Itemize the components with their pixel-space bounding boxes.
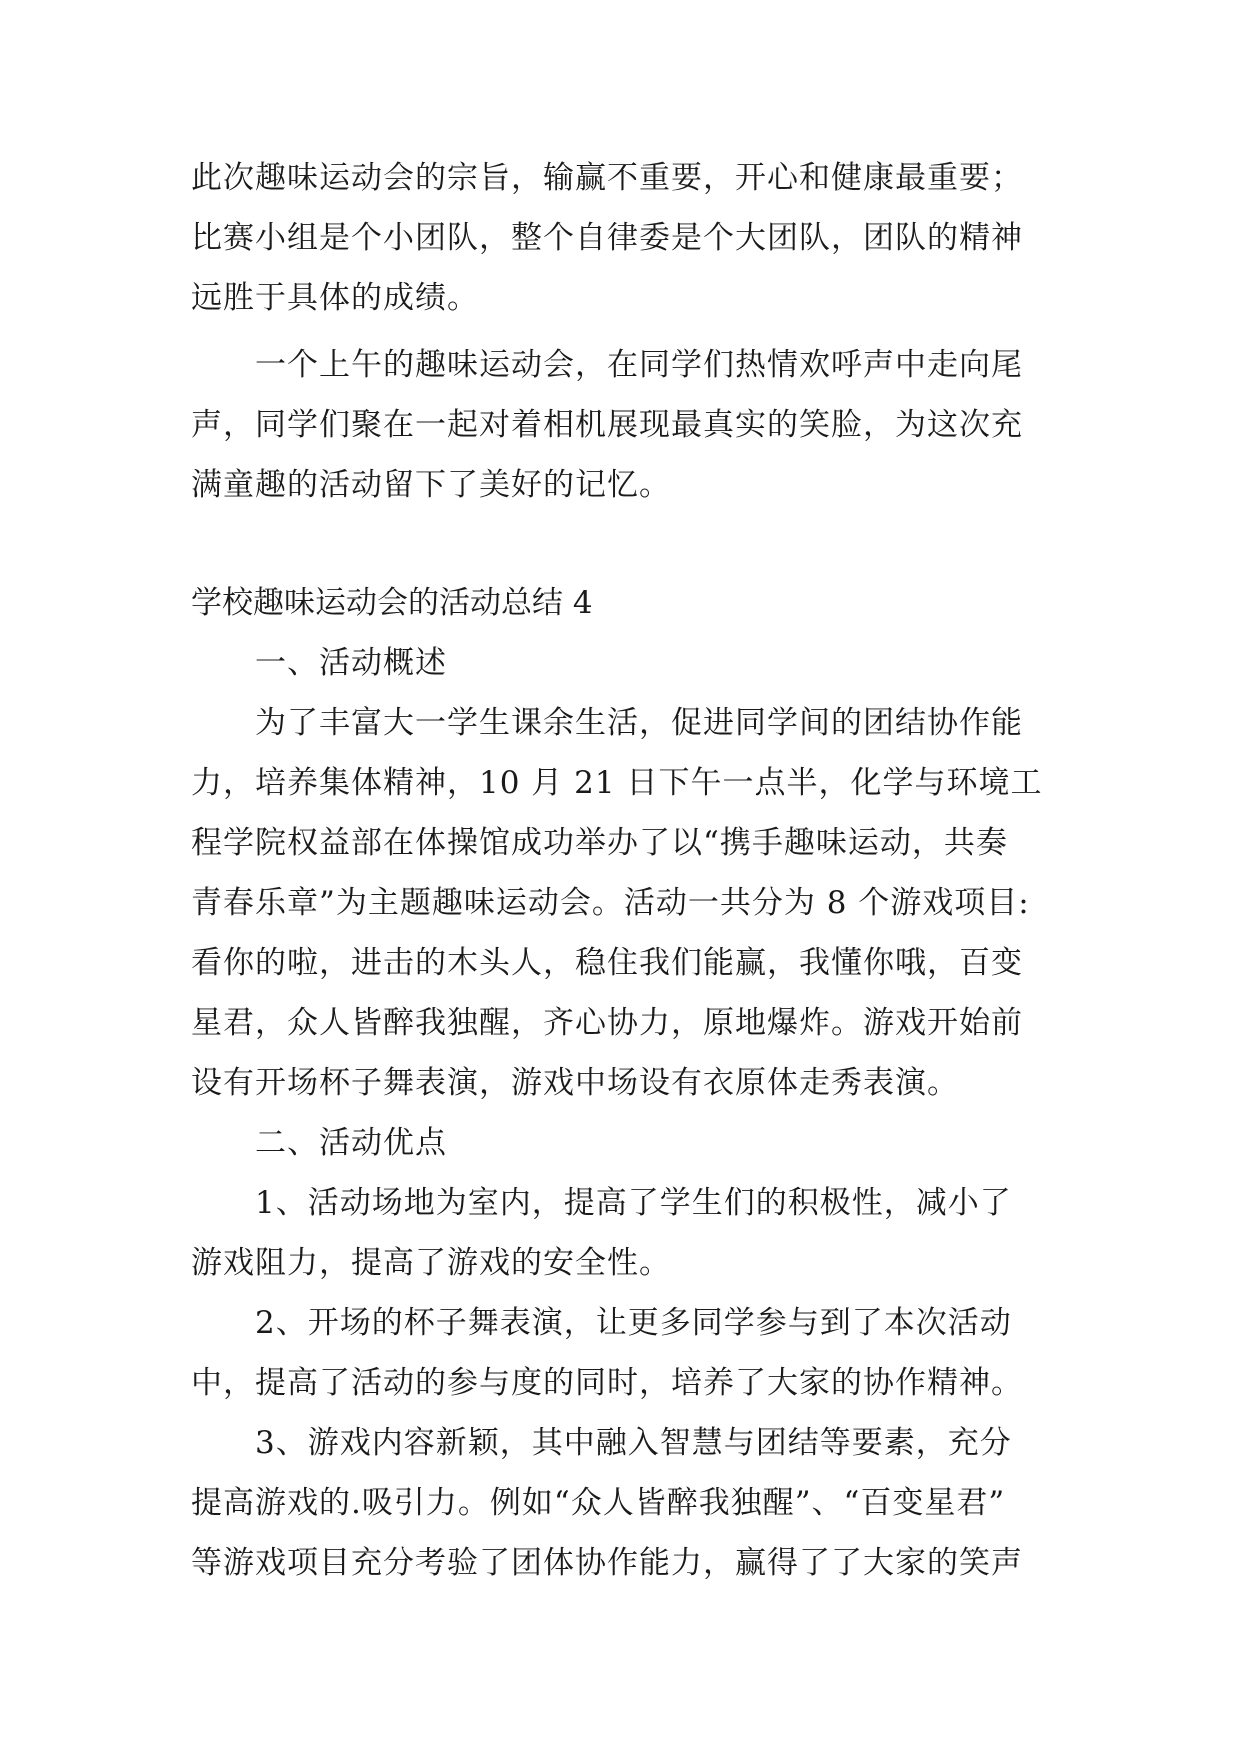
paragraph-line: 星君，众人皆醉我独醒，齐心协力，原地爆炸。游戏开始前: [191, 1005, 1023, 1041]
paragraph-line: 提高游戏的.吸引力。例如“众人皆醉我独醒”、“百变星君”: [191, 1485, 1006, 1521]
paragraph-line: 中，提高了活动的参与度的同时，培养了大家的协作精神。: [191, 1365, 1023, 1401]
paragraph-line: 1、活动场地为室内，提高了学生们的积极性，减小了: [255, 1185, 1012, 1221]
overview-section: [191, 633, 1051, 1113]
paragraph-line: 看你的啦，进击的木头人，稳住我们能赢，我懂你哦，百变: [191, 945, 1023, 981]
paragraph-line: 程学院权益部在体操馆成功举办了以“携手趣味运动，共奏: [191, 825, 1008, 861]
closing-paragraph: [191, 335, 1051, 515]
paragraph-line: 2、开场的杯子舞表演，让更多同学参与到了本次活动: [255, 1305, 1012, 1341]
paragraph-line: 3、游戏内容新颖，其中融入智慧与团结等要素，充分: [255, 1425, 1012, 1461]
section-title: 学校趣味运动会的活动总结 4: [191, 585, 593, 621]
paragraph-line: 游戏阻力，提高了游戏的安全性。: [191, 1245, 671, 1281]
paragraph-line: 远胜于具体的成绩。: [191, 280, 479, 316]
paragraph-line: 为了丰富大一学生课余生活，促进同学间的团结协作能: [255, 705, 1023, 741]
paragraph-line: 青春乐章”为主题趣味运动会。活动一共分为 8 个游戏项目:: [191, 885, 1030, 921]
paragraph-line: 满童趣的活动留下了美好的记忆。: [191, 467, 671, 503]
paragraph-line: 一个上午的趣味运动会，在同学们热情欢呼声中走向尾: [255, 347, 1023, 383]
advantages-heading: 二、活动优点: [255, 1125, 447, 1161]
advantages-section: [191, 1113, 1051, 1593]
continuation-paragraph: [191, 148, 1051, 328]
section-title-block: [191, 573, 1051, 633]
paragraph-line: 等游戏项目充分考验了团体协作能力，赢得了了大家的笑声: [191, 1545, 1023, 1581]
paragraph-line: 比赛小组是个小团队，整个自律委是个大团队，团队的精神: [191, 220, 1023, 256]
paragraph-line: 设有开场杯子舞表演，游戏中场设有衣原体走秀表演。: [191, 1065, 959, 1101]
paragraph-line: 此次趣味运动会的宗旨，输赢不重要，开心和健康最重要；: [191, 160, 1023, 196]
paragraph-line: 力，培养集体精神，10 月 21 日下午一点半，化学与环境工: [191, 765, 1043, 801]
paragraph-line: 声，同学们聚在一起对着相机展现最真实的笑脸，为这次充: [191, 407, 1023, 443]
overview-heading: 一、活动概述: [255, 645, 447, 681]
